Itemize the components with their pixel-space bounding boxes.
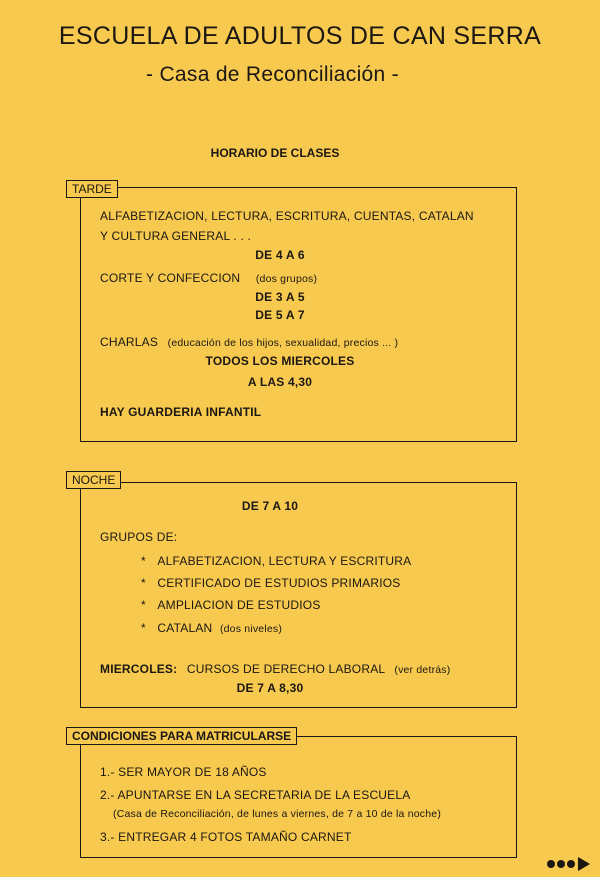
condiciones-item-3: 3.- ENTREGAR 4 FOTOS TAMAÑO CARNET — [100, 830, 352, 844]
noche-group-item — [141, 576, 401, 590]
cursos-label: CURSOS DE DERECHO LABORAL — [186, 662, 385, 676]
tarde-miercoles-time: A LAS 4,30 — [247, 375, 313, 389]
corte-note: (dos grupos) — [255, 273, 318, 285]
noche-grupos: GRUPOS DE: — [100, 530, 178, 544]
group-label: CATALAN — [157, 621, 213, 635]
charlas-label: CHARLAS — [100, 335, 159, 349]
group-label: AMPLIACION DE ESTUDIOS — [157, 598, 321, 612]
noche-cursos-time: DE 7 A 8,30 — [236, 681, 304, 695]
noche-time: DE 7 A 10 — [241, 499, 299, 513]
catalan-note: (dos niveles) — [219, 623, 283, 635]
bullet-asterisk: * — [141, 598, 146, 612]
group-label: CERTIFICADO DE ESTUDIOS PRIMARIOS — [157, 576, 401, 590]
noche-tab: NOCHE — [66, 471, 121, 489]
condiciones-tab: CONDICIONES PARA MATRICULARSE — [66, 727, 297, 745]
bullet-asterisk: * — [141, 554, 146, 568]
page-subtitle: - Casa de Reconciliación - — [146, 63, 399, 86]
tarde-time-1: DE 4 A 6 — [255, 248, 305, 262]
page-title: ESCUELA DE ADULTOS DE CAN SERRA — [58, 22, 542, 50]
tarde-line-2: Y CULTURA GENERAL . . . — [100, 229, 252, 243]
group-label: ALFABETIZACION, LECTURA Y ESCRITURA — [157, 554, 412, 568]
condiciones-item-1: 1.- SER MAYOR DE 18 AÑOS — [100, 765, 267, 779]
condiciones-item-2-note: (Casa de Reconciliación, de lunes a viernes, de 7 a 10 de la noche) — [113, 808, 442, 820]
noche-group-item — [141, 598, 321, 612]
tarde-line-1: ALFABETIZACION, LECTURA, ESCRITURA, CUENTAS, CATALAN — [100, 209, 474, 223]
miercoles-label: MIERCOLES: — [100, 662, 178, 676]
tarde-time-2: DE 3 A 5 — [255, 290, 305, 304]
tarde-charlas-line — [100, 335, 398, 349]
charlas-note: (educación de los hijos, sexualidad, precios ... ) — [167, 337, 399, 349]
noche-group-item — [141, 554, 411, 568]
noche-group-item — [141, 621, 282, 635]
condiciones-item-2: 2.- APUNTARSE EN LA SECRETARIA DE LA ESCUELA — [100, 788, 411, 802]
noche-miercoles-line — [100, 662, 450, 676]
cursos-note: (ver detrás) — [394, 664, 451, 676]
tarde-miercoles: TODOS LOS MIERCOLES — [205, 354, 355, 368]
bullet-asterisk: * — [141, 576, 146, 590]
corte-label: CORTE Y CONFECCION — [100, 271, 241, 285]
tarde-guarderia: HAY GUARDERIA INFANTIL — [100, 405, 262, 419]
tarde-corte-line — [100, 271, 317, 285]
tarde-tab: TARDE — [66, 180, 118, 198]
bullet-asterisk: * — [141, 621, 146, 635]
schedule-heading: HORARIO DE CLASES — [210, 146, 340, 160]
dots-arrow-icon — [546, 854, 594, 872]
tarde-time-3: DE 5 A 7 — [255, 308, 305, 322]
